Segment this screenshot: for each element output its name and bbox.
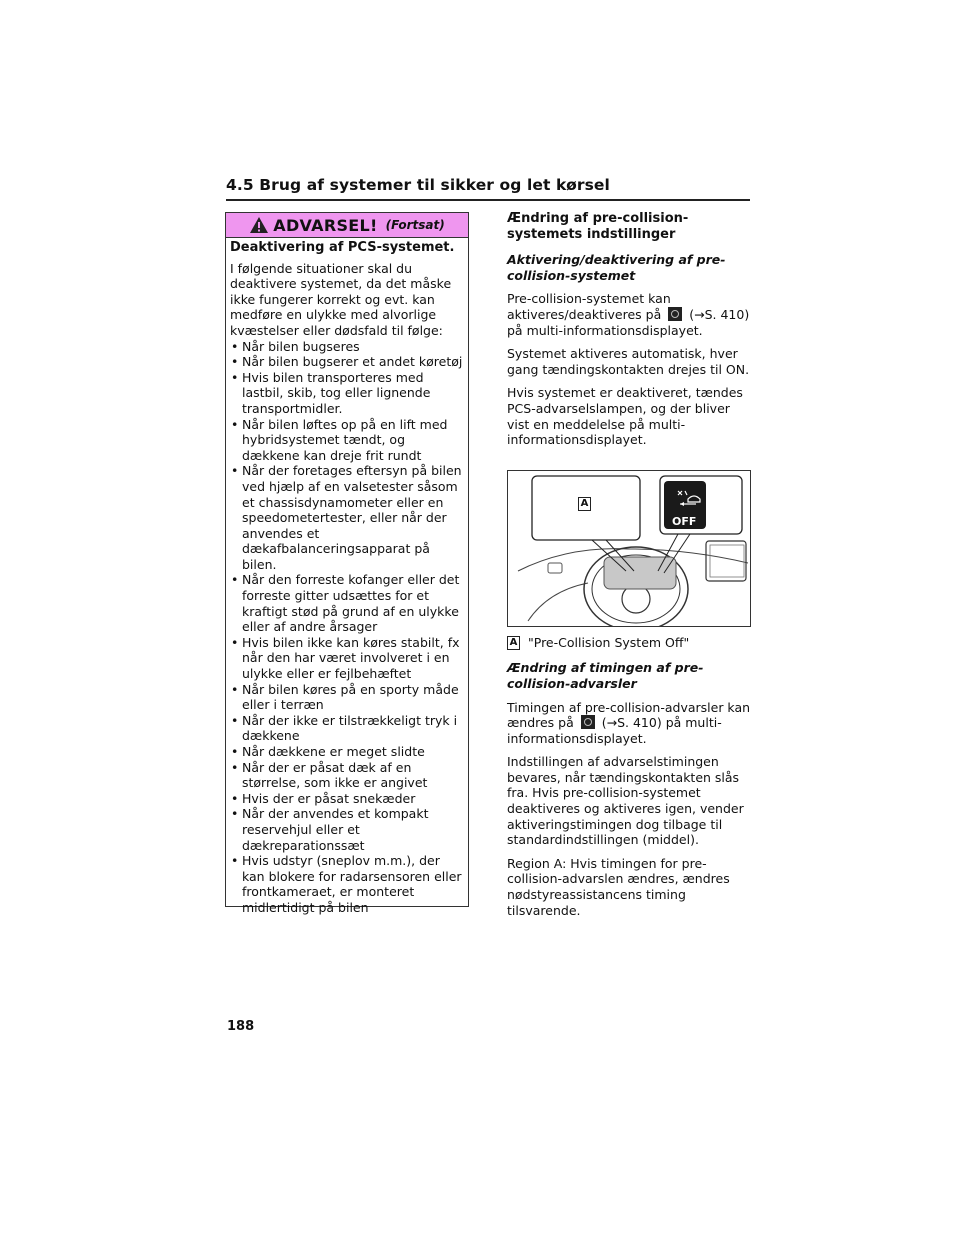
list-item: • Når der anvendes et kompakt reservehjul eller et dækreparationssæt xyxy=(230,806,464,853)
activation-text-b: (→S. 410) på multi-informationsdisplayet. xyxy=(507,306,750,338)
timing-retained-paragraph: Indstillingen af advarselstimingen bevares, når tændingskontakten slås fra. Hvis pre-collision-systemet deaktiveres og aktiveres igen, vender aktiveringstimingen dog tilbage til standardindstillingen (middel). xyxy=(507,754,744,848)
section-header: 4.5 Brug af systemer til sikker og let kørsel xyxy=(226,176,610,194)
region-a-paragraph: Region A: Hvis timingen for pre-collision-advarslen ændres, ændres nødstyreassistancens timing tilsvarende. xyxy=(507,855,730,918)
right-column xyxy=(507,211,753,926)
list-item: • Hvis bilen transporteres med lastbil, skib, tog eller lignende transportmidler. xyxy=(230,370,464,417)
list-item: • Hvis der er påsat snekæder xyxy=(230,791,464,807)
off-label: OFF xyxy=(672,514,697,528)
section-rule xyxy=(226,199,750,201)
timing-text-a: Timingen af pre-collision-advarsler kan ændres på xyxy=(507,699,751,731)
auto-activation-paragraph: Systemet aktiveres automatisk, hver gang tændingskontakten drejes til ON. xyxy=(507,346,750,377)
timing-paragraph xyxy=(507,700,753,747)
caption-text: "Pre-Collision System Off" xyxy=(528,634,690,650)
list-item: • Hvis bilen ikke kan køres stabilt, fx når den har været involveret i en ulykke eller er fejlbehæftet xyxy=(230,635,464,682)
list-item: • Når dækkene er meget slidte xyxy=(230,744,464,760)
warning-title: ADVARSEL! xyxy=(273,215,378,235)
activation-paragraph xyxy=(507,291,753,338)
list-item: • Når bilen køres på en sporty måde eller i terræn xyxy=(230,682,464,713)
warning-body xyxy=(226,238,468,916)
list-item: • Når bilen løftes op på en lift med hybridsystemet tændt, og dækkene kan dreje frit rundt xyxy=(230,417,464,464)
warning-continued: (Fortsat) xyxy=(385,218,445,232)
list-item: • Når den forreste kofanger eller det forreste gitter udsættes for et kraftigt stød på grund af en ulykke eller af andre årsager xyxy=(230,572,464,634)
dashboard-illustration xyxy=(507,470,751,627)
warning-subheading: Deaktivering af PCS-systemet. xyxy=(230,240,455,255)
settings-heading: Ændring af pre-collision-systemets indstillinger xyxy=(507,211,689,242)
activation-subheading: Aktivering/deaktivering af pre-collision-systemet xyxy=(507,252,726,283)
deactivated-paragraph: Hvis systemet er deaktiveret, tændes PCS-advarselslampen, og der bliver vist en meddelelse på multi-informationsdisplayet. xyxy=(507,385,743,448)
list-item: • Når der er påsat dæk af en størrelse, som ikke er angivet xyxy=(230,760,464,791)
list-item: • Når der foretages eftersyn på bilen ved hjælp af en valsetester såsom et chassisdynamometer eller en speedometertester, eller når der anvendes et dækafbalanceringsapparat på bilen. xyxy=(230,463,464,572)
list-item: • Når bilen bugseres xyxy=(230,339,464,355)
list-item: • Hvis udstyr (sneplov m.m.), der kan blokere for radarsensoren eller frontkameraet, er monteret midlertidigt på bilen xyxy=(230,853,464,915)
settings-gear-icon xyxy=(668,307,682,321)
settings-gear-icon xyxy=(581,715,595,729)
warning-box xyxy=(225,212,469,915)
page-number: 188 xyxy=(227,1019,255,1034)
activation-text-a: Pre-collision-systemet kan aktiveres/deaktiveres på xyxy=(507,291,671,322)
figure-caption xyxy=(507,635,753,651)
dashboard-illustration-svg xyxy=(508,471,750,626)
caption-badge: A xyxy=(507,636,520,650)
list-item: • Når bilen bugserer et andet køretøj xyxy=(230,354,464,370)
list-item: • Når der ikke er tilstrækkeligt tryk i dækkene xyxy=(230,713,464,744)
timing-text-b: (→S. 410) på multi-informationsdisplayet. xyxy=(507,715,722,746)
warning-header xyxy=(226,213,468,238)
warning-intro: I følgende situationer skal du deaktivere systemet, da det måske ikke fungerer korrekt og evt. kan medføre en ulykke med alvorlige kvæstelser eller dødsfald til følge: xyxy=(230,260,452,338)
warning-list xyxy=(230,339,464,916)
figure-callout-label: A xyxy=(578,497,591,511)
timing-subheading: Ændring af timingen af pre-collision-advarsler xyxy=(507,660,704,691)
warning-triangle-icon xyxy=(249,216,269,234)
